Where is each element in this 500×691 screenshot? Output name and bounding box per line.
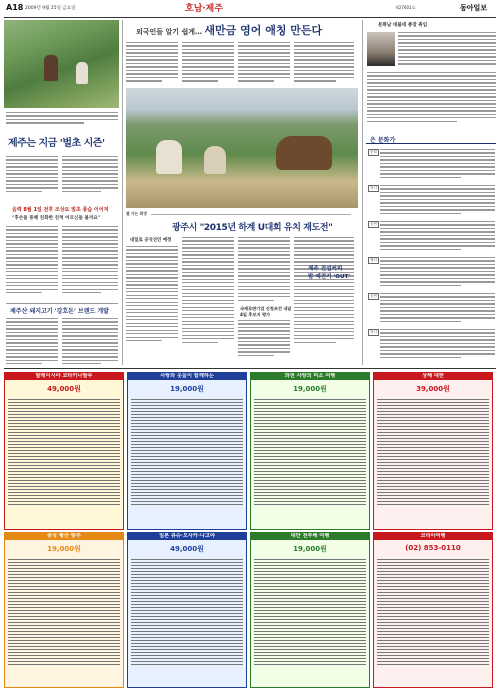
pig-brand-headline: 제주산 돼지고기 '강호돈' 브랜드 개발 [10, 308, 109, 315]
listing-item [368, 184, 496, 202]
ad-price: 19,000원 [47, 545, 81, 553]
profile-photo [367, 32, 395, 66]
main-kicker [136, 22, 322, 38]
ad-title: 사랑과 웃음이 함께하는 [128, 373, 246, 380]
right-divider [362, 20, 363, 365]
ad-title: 대만 천부해 여행 [251, 533, 369, 540]
main-body-4 [294, 42, 354, 84]
ad-price: 39,000원 [416, 385, 450, 393]
ad-body-lines [377, 399, 489, 507]
ad-box[interactable] [127, 532, 247, 688]
listing-item [368, 328, 496, 346]
harvest-photo [126, 88, 358, 208]
photo-figure [156, 140, 182, 174]
listing-tag: 전시 [370, 186, 377, 190]
ad-price: (02) 853-0110 [405, 544, 461, 552]
gw-body-1 [126, 246, 178, 344]
bull-headline-1: 제주 전설커피 [308, 266, 343, 272]
main-body-1 [126, 42, 178, 84]
listing-text-lines [380, 329, 495, 360]
sidebar-profile-headline: 문화남 대불대 총장 취임 [378, 23, 428, 28]
header-rule [4, 17, 496, 18]
listing-item [368, 148, 496, 166]
photo-figure [204, 146, 226, 174]
jeju-subhead-2: "후손들 통해 친화한 친척 어르신들 볼까요" [12, 216, 101, 221]
section-logo [185, 1, 223, 14]
jeju-body-4 [62, 226, 118, 296]
ad-price: 19,000원 [293, 385, 327, 393]
ad-title: 와전 사랑의 미소 여행 [251, 373, 369, 380]
jeju-headline: 제주는 지금 '벌초 시즌' [8, 138, 105, 149]
gw-body-3 [238, 237, 290, 303]
bull-headline-2: 밤 예전기 'OUT' [308, 274, 351, 280]
sub-col1-headline: 내일로 공식선언 예정 [130, 238, 172, 243]
listing-text-lines [380, 221, 495, 252]
listing-item [368, 220, 496, 238]
issue-number: 제27601호 [395, 5, 416, 10]
ad-title: 상해 대한 [374, 373, 492, 380]
photo-caption-rule [151, 214, 351, 215]
ad-price: 19,000원 [293, 545, 327, 553]
photo-caption-text [6, 112, 118, 126]
listing-item [368, 292, 496, 310]
jeju-body-2 [62, 156, 118, 194]
photo-figure [44, 55, 58, 81]
jeju-subhead: 음력 8월 1일 전후 조상묘 벌초 풍습 이어져 [12, 207, 109, 213]
listing-tag: 전시 [370, 330, 377, 334]
jeju-body-3 [6, 226, 58, 296]
listing-tag: 공연 [370, 222, 377, 226]
photo-caption-title: 별 가는 희망 [126, 211, 147, 216]
photo-ox [276, 136, 332, 170]
listing-text-lines [380, 293, 495, 324]
gw-body-2 [182, 237, 234, 345]
main-body-2 [182, 42, 234, 84]
ad-box[interactable] [373, 372, 493, 530]
listing-tag: 공연 [370, 294, 377, 298]
ad-box[interactable] [250, 372, 370, 530]
ad-body-lines [254, 559, 366, 667]
listing-tag: 행사 [370, 258, 377, 262]
listing-item [368, 256, 496, 274]
section-logo-text: 호남·제주 [185, 4, 223, 14]
listing-tag: 문화 [370, 150, 377, 154]
ad-price: 49,000원 [47, 385, 81, 393]
main-kicker-text: 외국인들 알기 쉽게… [136, 28, 202, 36]
main-headline: 새만금 영어 애칭 만든다 [204, 24, 323, 37]
ad-body-lines [131, 399, 243, 507]
ad-box[interactable] [4, 372, 124, 530]
main-body-3 [238, 42, 290, 84]
culture-title-text: 은 문화가 [370, 137, 396, 144]
photo-figure [76, 62, 88, 84]
photo-caption [126, 211, 358, 217]
bull-box [300, 228, 360, 283]
ad-box[interactable] [250, 532, 370, 688]
ad-title: 말레이시아 코타키나발루 [5, 373, 123, 380]
ad-body-lines [8, 559, 120, 667]
ad-title: 중국 황산 항주 [5, 533, 123, 540]
ad-body-lines [254, 399, 366, 507]
gw-body-4 [238, 320, 290, 358]
profile-body-2 [367, 72, 496, 124]
field-photo [4, 20, 119, 108]
main-divider-left [122, 20, 123, 365]
page-header [0, 0, 500, 17]
listing-text-lines [380, 149, 495, 180]
ad-price: 19,000원 [170, 385, 204, 393]
pig-body-2 [62, 318, 118, 367]
ads-top-rule [4, 368, 496, 369]
page-date: 2009년 9월 25일 금요일 [25, 6, 76, 11]
ad-box[interactable] [4, 532, 124, 688]
jeju-body-1 [6, 156, 58, 194]
profile-body-1 [398, 32, 496, 67]
ad-box[interactable] [373, 532, 493, 688]
ad-body-lines [8, 399, 120, 507]
pig-body-1 [6, 318, 58, 367]
divider [6, 303, 118, 304]
ad-title: 코리아여행 [374, 533, 492, 540]
gwangju-headline: 광주시 "2015년 하계 U대회 유치 재도전" [172, 223, 333, 233]
ad-body-lines [131, 559, 243, 667]
page-number: A18 [6, 3, 24, 12]
ad-box[interactable] [127, 372, 247, 530]
ad-title: 일본 큐슈·오사카·나고야 [128, 533, 246, 540]
listing-text-lines [380, 257, 495, 288]
ad-body-lines [377, 559, 489, 667]
publisher-logo: 동아일보 [460, 4, 488, 12]
sub-col2-headline: 국제로변기업 신청조건 내달 4일 후보지 평가 [240, 306, 292, 317]
ad-price: 49,000원 [170, 545, 204, 553]
listing-text-lines [380, 185, 495, 216]
culture-rule [366, 143, 496, 144]
